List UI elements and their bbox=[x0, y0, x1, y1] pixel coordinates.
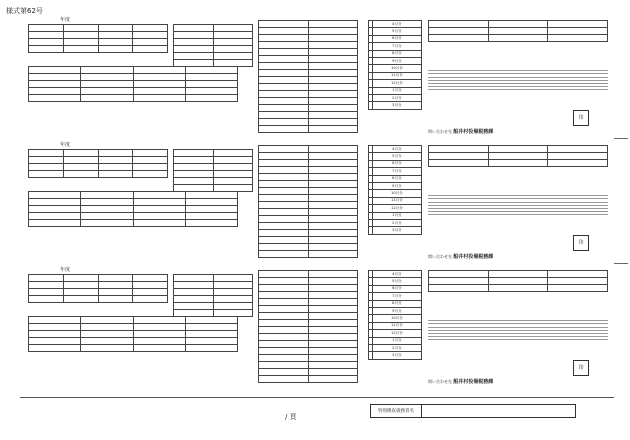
month-cell: 12月分 bbox=[372, 330, 421, 337]
year-label: 年度 bbox=[60, 142, 71, 148]
income-table bbox=[173, 274, 253, 317]
month-cell: 1月分 bbox=[372, 87, 421, 94]
notice-text bbox=[428, 318, 608, 352]
month-cell: 10月分 bbox=[372, 190, 421, 197]
income-table bbox=[173, 149, 253, 192]
month-cell: 9月分 bbox=[372, 307, 421, 314]
month-cell: 10月分 bbox=[372, 315, 421, 322]
sender-info: 問い合わせ先 船井村役場税務課 bbox=[428, 129, 494, 135]
month-cell: 10月分 bbox=[372, 65, 421, 72]
month-cell: 4月分 bbox=[372, 146, 421, 153]
cut-mark bbox=[614, 138, 628, 139]
month-cell: 3月分 bbox=[372, 352, 421, 359]
signer-field bbox=[370, 404, 576, 418]
income-table bbox=[173, 24, 253, 67]
month-cell: 12月分 bbox=[372, 205, 421, 212]
footer-divider bbox=[20, 397, 614, 398]
month-cell: 5月分 bbox=[372, 28, 421, 35]
notice-text bbox=[428, 193, 608, 227]
monthly-table bbox=[368, 20, 422, 110]
form-block-1 bbox=[28, 16, 618, 138]
monthly-table bbox=[368, 270, 422, 360]
month-cell: 11月分 bbox=[372, 72, 421, 79]
detail-table bbox=[28, 191, 238, 227]
recipient-table bbox=[428, 270, 608, 292]
month-cell: 11月分 bbox=[372, 197, 421, 204]
cut-mark bbox=[614, 263, 628, 264]
year-label: 年度 bbox=[60, 17, 71, 23]
month-cell: 2月分 bbox=[372, 94, 421, 101]
header-table bbox=[28, 274, 168, 303]
header-table bbox=[28, 24, 168, 53]
month-cell: 6月分 bbox=[372, 35, 421, 42]
month-cell: 5月分 bbox=[372, 153, 421, 160]
tax-table bbox=[258, 20, 358, 133]
month-cell: 8月分 bbox=[372, 300, 421, 307]
seal-stamp: 印 bbox=[573, 110, 589, 126]
sender-info: 問い合わせ先 船井村役場税務課 bbox=[428, 254, 494, 260]
page-number: / 頁 bbox=[285, 413, 297, 421]
signer-label: 特別徴収義務者名 bbox=[371, 405, 422, 417]
notice-text bbox=[428, 68, 608, 102]
month-cell: 3月分 bbox=[372, 102, 421, 109]
month-cell: 6月分 bbox=[372, 160, 421, 167]
tax-table bbox=[258, 270, 358, 383]
form-block-3 bbox=[28, 266, 618, 388]
month-cell: 7月分 bbox=[372, 293, 421, 300]
detail-table bbox=[28, 316, 238, 352]
form-block-2 bbox=[28, 141, 618, 263]
month-cell: 9月分 bbox=[372, 182, 421, 189]
monthly-table bbox=[368, 145, 422, 235]
month-cell: 4月分 bbox=[372, 271, 421, 278]
month-cell: 8月分 bbox=[372, 175, 421, 182]
seal-stamp: 印 bbox=[573, 360, 589, 376]
tax-table bbox=[258, 145, 358, 258]
recipient-table bbox=[428, 20, 608, 42]
month-cell: 6月分 bbox=[372, 285, 421, 292]
month-cell: 3月分 bbox=[372, 227, 421, 234]
month-cell: 2月分 bbox=[372, 344, 421, 351]
month-cell: 4月分 bbox=[372, 21, 421, 28]
month-cell: 2月分 bbox=[372, 219, 421, 226]
month-cell: 7月分 bbox=[372, 168, 421, 175]
month-cell: 5月分 bbox=[372, 278, 421, 285]
month-cell: 9月分 bbox=[372, 57, 421, 64]
seal-stamp: 印 bbox=[573, 235, 589, 251]
sender-info: 問い合わせ先 船井村役場税務課 bbox=[428, 379, 494, 385]
month-cell: 8月分 bbox=[372, 50, 421, 57]
month-cell: 11月分 bbox=[372, 322, 421, 329]
month-cell: 7月分 bbox=[372, 43, 421, 50]
month-cell: 1月分 bbox=[372, 212, 421, 219]
month-cell: 1月分 bbox=[372, 337, 421, 344]
recipient-table bbox=[428, 145, 608, 167]
detail-table bbox=[28, 66, 238, 102]
month-cell: 12月分 bbox=[372, 80, 421, 87]
form-number: 様式第62号 bbox=[6, 7, 43, 15]
header-table bbox=[28, 149, 168, 178]
year-label: 年度 bbox=[60, 267, 71, 273]
